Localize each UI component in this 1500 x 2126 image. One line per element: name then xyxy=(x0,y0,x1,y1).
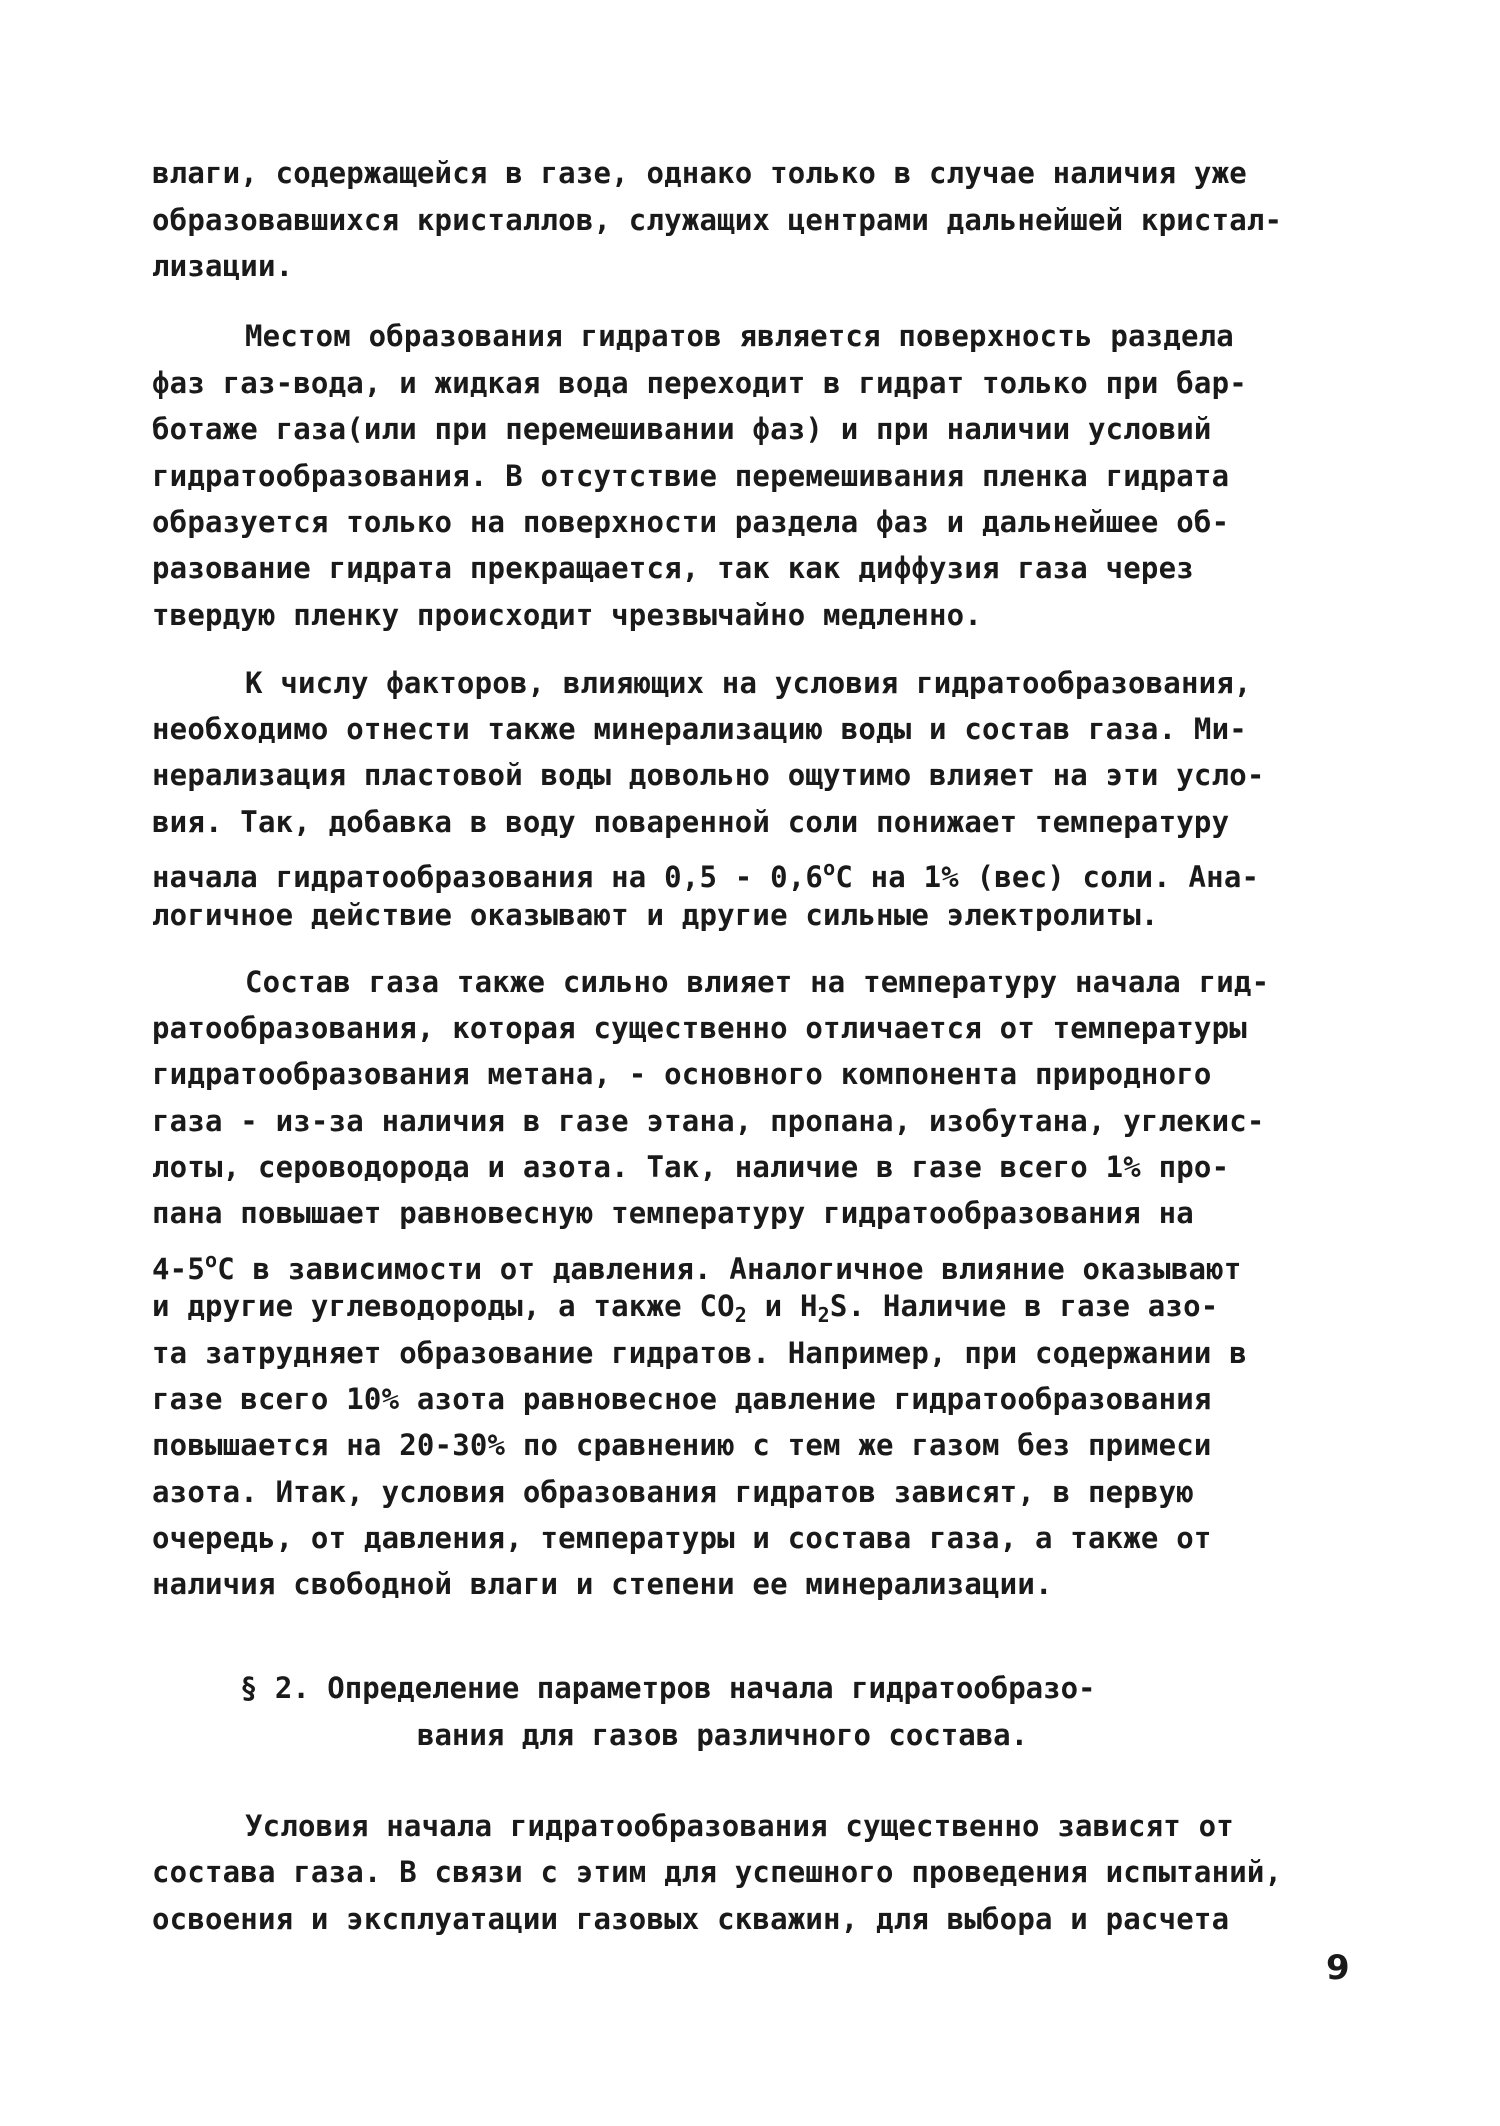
text-line: пана повышает равновесную температуру гидратообразования на xyxy=(152,1196,1194,1230)
text-line: та затрудняет образование гидратов. Например, при содержании в xyxy=(152,1336,1247,1370)
degree-superscript: o xyxy=(823,856,836,880)
text-line: фаз газ-вода, и жидкая вода переходит в гидрат только при бар- xyxy=(152,366,1247,400)
section-heading-line: вания для газов различного состава. xyxy=(417,1718,1029,1752)
text-line: логичное действие оказывают и другие сильные электролиты. xyxy=(152,898,1159,932)
text-line: Условия начала гидратообразования существенно зависят от xyxy=(245,1809,1234,1843)
text-line: образовавшихся кристаллов, служащих центрами дальнейшей кристал- xyxy=(152,203,1283,237)
text-line: повышается на 20-30% по сравнению с тем же газом без примеси xyxy=(152,1428,1212,1462)
text-segment: С на 1% (вес) соли. Ана- xyxy=(835,860,1260,894)
text-line: лоты, сероводорода и азота. Так, наличие в газе всего 1% про- xyxy=(152,1150,1230,1184)
text-line-with-formulas xyxy=(152,1283,1218,1329)
text-line: газа - из-за наличия в газе этана, пропана, изобутана, углекис- xyxy=(152,1104,1265,1138)
text-line: влаги, содержащейся в газе, однако только в случае наличия уже xyxy=(152,156,1247,190)
text-line: азота. Итак, условия образования гидратов зависят, в первую xyxy=(152,1475,1194,1509)
text-line: лизации. xyxy=(152,249,294,283)
section-heading-line: § 2. Определение параметров начала гидратообразо- xyxy=(240,1671,1096,1705)
text-line: вия. Так, добавка в воду поваренной соли понижает температуру xyxy=(152,805,1230,839)
page-number: 9 xyxy=(1326,1948,1350,1988)
text-segment: С в зависимости от давления. Аналогичное влияние оказывают xyxy=(217,1252,1242,1286)
text-line: необходимо отнести также минерализацию воды и состав газа. Ми- xyxy=(152,712,1247,746)
text-line: К числу факторов, влияющих на условия гидратообразования, xyxy=(245,666,1252,700)
text-line: ратообразования, которая существенно отличается от температуры xyxy=(152,1011,1247,1045)
text-segment: S. Наличие в газе азо- xyxy=(829,1289,1219,1323)
text-line: разование гидрата прекращается, так как диффузия газа через xyxy=(152,551,1194,585)
text-line: ботаже газа(или при перемешивании фаз) и при наличии условий xyxy=(152,412,1212,446)
text-segment: 4-5 xyxy=(152,1252,205,1286)
text-line: очередь, от давления, температуры и состава газа, а также от xyxy=(152,1521,1212,1555)
text-segment: начала гидратообразования на 0,5 - 0,6 xyxy=(152,860,824,894)
text-line-with-degree xyxy=(152,1237,1242,1286)
text-segment: и Н xyxy=(747,1289,818,1323)
text-line: состава газа. В связи с этим для успешного проведения испытаний, xyxy=(152,1855,1283,1889)
text-line: газе всего 10% азота равновесное давление гидратообразования xyxy=(152,1382,1212,1416)
text-line: твердую пленку происходит чрезвычайно медленно. xyxy=(152,598,982,632)
degree-superscript: o xyxy=(204,1248,218,1272)
text-line-with-degree xyxy=(152,845,1260,894)
text-line: наличия свободной влаги и степени ее минерализации. xyxy=(152,1567,1053,1601)
formula-subscript: 2 xyxy=(734,1303,748,1327)
text-line: освоения и эксплуатации газовых скважин, для выбора и расчета xyxy=(152,1902,1230,1936)
text-line: нерализация пластовой воды довольно ощутимо влияет на эти усло- xyxy=(152,758,1265,792)
text-line: гидратообразования метана, - основного компонента природного xyxy=(152,1057,1212,1091)
text-line: гидратообразования. В отсутствие перемешивания пленка гидрата xyxy=(152,459,1230,493)
formula-subscript: 2 xyxy=(817,1303,830,1327)
text-line: Местом образования гидратов является поверхность раздела xyxy=(245,319,1234,353)
text-segment: и другие углеводороды, а также СО xyxy=(152,1289,735,1323)
text-line: Состав газа также сильно влияет на температуру начала гид- xyxy=(245,965,1270,999)
text-line: образуется только на поверхности раздела фаз и дальнейшее об- xyxy=(152,505,1230,539)
